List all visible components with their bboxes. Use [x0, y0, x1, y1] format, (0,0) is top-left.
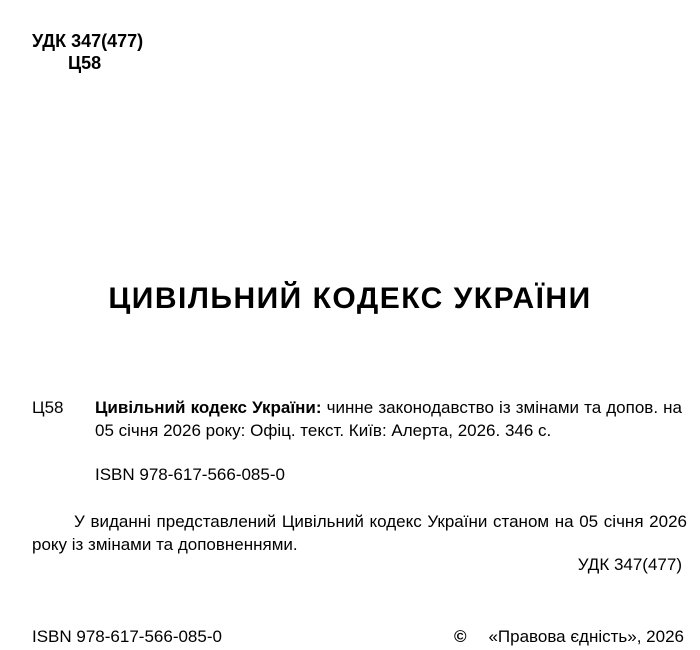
udk-code-top: УДК 347(477) — [32, 31, 144, 51]
biblio-isbn: ISBN 978-617-566-085-0 — [95, 465, 285, 484]
biblio-description — [95, 396, 682, 442]
annotation — [32, 510, 687, 556]
footer-isbn: ISBN 978-617-566-085-0 — [32, 627, 222, 646]
document-title: ЦИВІЛЬНИЙ КОДЕКС УКРАЇНИ — [108, 282, 592, 315]
biblio-catalog-code: Ц58 — [32, 398, 64, 417]
annotation-text: У виданні представлений Цивільний кодекс України станом на 05 січня 2026 року із змінами та доповненнями. — [32, 512, 687, 554]
copyright-holder: «Правова єдність», 2026 — [488, 627, 684, 646]
biblio-details: чинне законодавство із змінами та допов. на 05 січня 2026 року: Офіц. текст. Київ: Алерта, 2026. 346 с. — [95, 398, 683, 440]
udk-code-bottom: УДК 347(477) — [577, 555, 682, 574]
header-classification — [32, 30, 143, 74]
bibliographic-record — [32, 396, 682, 442]
footer-copyright — [454, 627, 684, 647]
biblio-title: Цивільний кодекс України: — [95, 398, 322, 417]
copyright-icon: © — [453, 627, 467, 646]
catalog-code-top: Ц58 — [68, 53, 102, 73]
